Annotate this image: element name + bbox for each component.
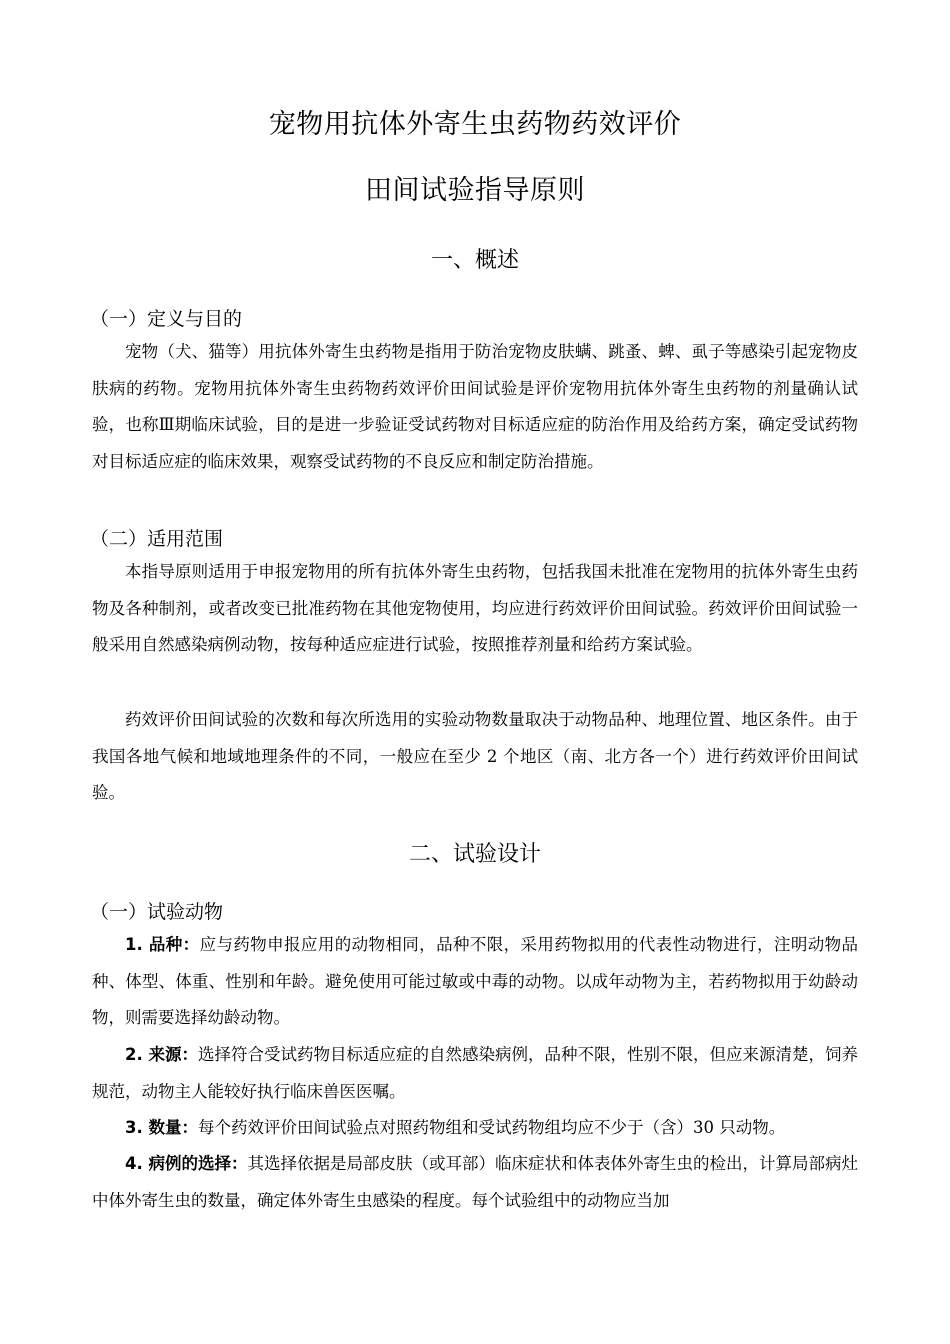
subsection-heading-definition: （一）定义与目的 [90, 308, 243, 330]
list-item-quantity [92, 1110, 858, 1147]
section-heading-overview: 一、概述 [430, 248, 519, 273]
list-item-label: 4. 病例的选择： [125, 1154, 248, 1173]
list-item-source [92, 1037, 858, 1110]
subsection-heading-animals: （一）试验动物 [90, 901, 224, 923]
paragraph-definition: 宠物（犬、猫等）用抗体外寄生虫药物是指用于防治宠物皮肤螨、跳蚤、蜱、虱子等感染引起宠物皮肤病的药物。宠物用抗体外寄生虫药物药效评价田间试验是评价宠物用抗体外寄生虫药物的剂量确认试验，也称Ⅲ期临床试验，目的是进一步验证受试药物对目标适应症的防治作用及给药方案，确定受试药物对目标适应症的临床效果，观察受试药物的不良反应和制定防治措施。 [92, 342, 858, 471]
document-title-line1: 宠物用抗体外寄生虫药物药效评价 [268, 109, 682, 140]
list-item-label: 3. 数量： [125, 1118, 198, 1137]
list-item-label: 1. 品种： [125, 935, 200, 954]
paragraph-scope-2: 药效评价田间试验的次数和每次所选用的实验动物数量取决于动物品种、地理位置、地区条件。由于我国各地气候和地域地理条件的不同，一般应在至少 2 个地区（南、北方各一个）进行药效评价田间试验。 [92, 710, 858, 802]
list-item-case-selection [92, 1146, 858, 1219]
paragraph-scope-1: 本指导原则适用于申报宠物用的所有抗体外寄生虫药物，包括我国未批准在宠物用的抗体外寄生虫药物及各种制剂，或者改变已批准药物在其他宠物使用，均应进行药效评价田间试验。药效评价田间试验一般采用自然感染病例动物，按每种适应症进行试验，按照推荐剂量和给药方案试验。 [92, 562, 858, 654]
list-item-breed [92, 927, 858, 1037]
list-item-text: 其选择依据是局部皮肤（或耳部）临床症状和体表体外寄生虫的检出，计算局部病灶中体外寄生虫的数量，确定体外寄生虫感染的程度。每个试验组中的动物应当加 [92, 1154, 858, 1210]
list-item-label: 2. 来源： [125, 1045, 198, 1064]
list-item-text: 应与药物申报应用的动物相同，品种不限，采用药物拟用的代表性动物进行，注明动物品种、体型、体重、性别和年龄。避免使用可能过敏或中毒的动物。以成年动物为主，若药物拟用于幼龄动物，则需要选择幼龄动物。 [92, 935, 859, 1027]
document-title-line2: 田间试验指导原则 [365, 175, 585, 206]
list-item-text: 选择符合受试药物目标适应症的自然感染病例，品种不限，性别不限，但应来源清楚，饲养规范，动物主人能较好执行临床兽医医嘱。 [92, 1045, 858, 1101]
subsection-heading-scope: （二）适用范围 [90, 528, 224, 550]
section-heading-design: 二、试验设计 [408, 842, 541, 867]
list-item-text: 每个药效评价田间试验点对照药物组和受试药物组均应不少于（含）30 只动物。 [198, 1118, 786, 1137]
